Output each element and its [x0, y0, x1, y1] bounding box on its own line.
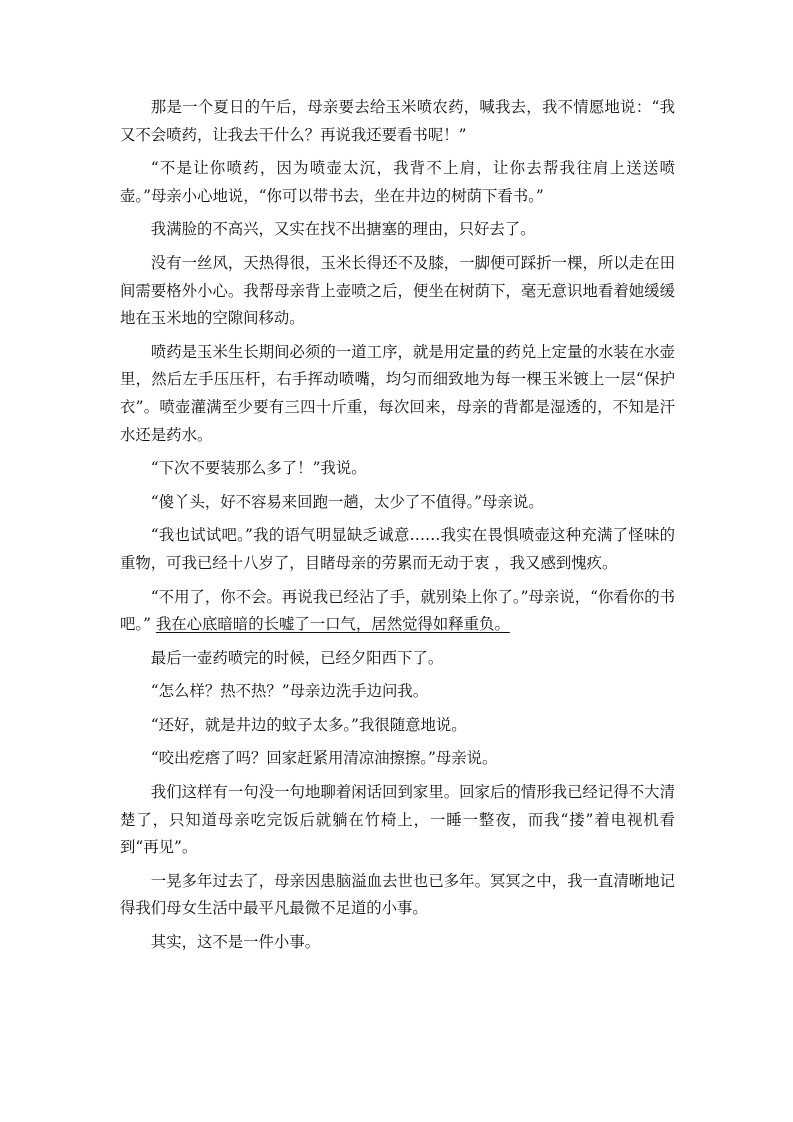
paragraph-7: “傻丫头，好不容易来回跑一趟，太少了不值得。”母亲说。: [150, 492, 544, 511]
document-page: [120, 94, 675, 957]
paragraph-3: 我满脸的不高兴，又实在找不出搪塞的理由，只好去了。: [150, 220, 536, 239]
paragraph-9-text: “不用了，你不会。再说我已经沾了手，就别染上你了。”母亲说，“你看你的书吧。”: [120, 587, 675, 634]
paragraph-9: [120, 584, 675, 639]
paragraph-15: 一晃多年过去了，母亲因患脑溢血去世也已多年。冥冥之中，我一直清晰地记得我们母女生活中最平凡最微不足道的小事。: [120, 871, 675, 918]
paragraph-13: “咬出疙瘩了吗？回家赶紧用清凉油擦擦。”母亲说。: [150, 749, 498, 768]
paragraph-4: 没有一丝风，天热得很，玉米长得还不及膝，一脚便可踩折一棵，所以走在田间需要格外小心。我帮母亲背上壶喷之后，便坐在树荫下，毫无意识地看着她缓缓地在玉米地的空隙间移动。: [120, 253, 675, 328]
paragraph-16: 其实，这不是一件小事。: [150, 933, 321, 952]
paragraph-12: “还好，就是井边的蚊子太多。”我很随意地说。: [150, 715, 467, 734]
paragraph-5: 喷药是玉米生长期间必须的一道工序，就是用定量的药兑上定量的水装在水壶里，然后左手压压杆，右手挥动喷嘴，均匀而细致地为每一棵玉米镀上一层“保护衣”。喷壶灌满至少要有三四十斤重，每次回来，母亲的背都是湿透的，不知是汗水还是药水。: [120, 342, 675, 444]
paragraph-8: “我也试试吧。”我的语气明显缺乏诚意……我实在畏惧喷壶这种充满了怪味的重物，可我已经十八岁了，目睹母亲的劳累而无动于衷 ，我又感到愧疚。: [120, 526, 675, 572]
paragraph-6: “下次不要装那么多了！”我说。: [150, 459, 367, 478]
paragraph-11: “怎么样？热不热？”母亲边洗手边问我。: [150, 682, 429, 701]
paragraph-10: 最后一壶药喷完的时候，已经夕阳西下了。: [150, 648, 444, 667]
paragraph-2: “不是让你喷药，因为喷壶太沉，我背不上肩，让你去帮我往肩上送送喷壶。”母亲小心地说，“你可以带书去，坐在井边的树荫下看书。”: [120, 159, 675, 205]
underlined-sentence: 我在心底暗暗的长嘘了一口气，居然觉得如释重负。: [155, 615, 510, 634]
paragraph-1: 那是一个夏日的午后，母亲要去给玉米喷农药，喊我去，我不情愿地说：“我又不会喷药，让我去干什么？再说我还要看书呢！”: [120, 98, 675, 144]
paragraph-14: 我们这样有一句没一句地聊着闲话回到家里。回家后的情形我已经记得不大清楚了，只知道母亲吃完饭后就躺在竹椅上，一睡一整夜，而我“搂”着电视机看到“再见”。: [120, 783, 675, 857]
